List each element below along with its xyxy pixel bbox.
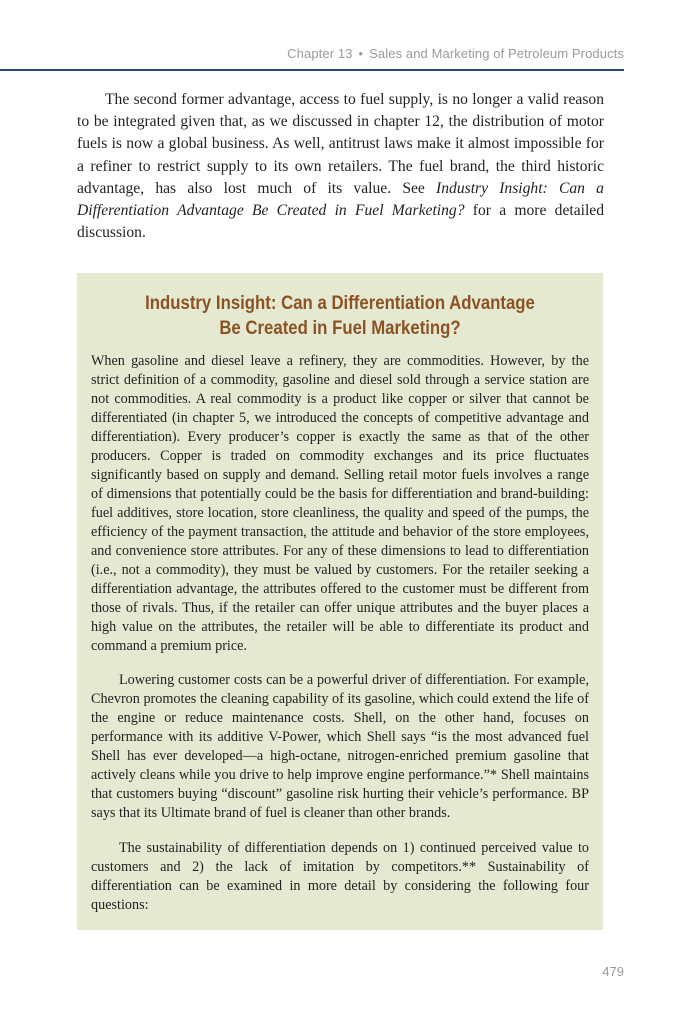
body-paragraph <box>77 89 604 244</box>
insight-paragraph-3: The sustainability of differentiation depends on 1) continued perceived value to customers and 2) the lack of imitation by competitors.** Sustainability of differentiation can be examined in more detail by considering the following four questions: <box>91 840 589 913</box>
chapter-title: Sales and Marketing of Petroleum Products <box>369 46 624 61</box>
header-separator: • <box>358 46 364 61</box>
insight-paragraph-2: Lowering customer costs can be a powerful driver of differentiation. For example, Chevron promotes the cleaning capability of its gasoline, which could extend the life of the engine or reduce maintenance costs. Shell, on the other hand, focuses on performance with its additive V-Power, which Shell says “is the most advanced fuel Shell has ever developed—a high-octane, nitrogen-enriched premium gasoline that actively cleans while you drive to help improve engine performance.”* Shell maintains that customers buying “discount” gasoline risk hurting their vehicle’s performance. BP says that its Ultimate brand of fuel is cleaner than other brands. <box>91 672 589 821</box>
insight-title-line2: Be Created in Fuel Marketing? <box>219 317 461 339</box>
header-rule <box>0 69 624 71</box>
insight-paragraph-1: When gasoline and diesel leave a refinery, they are commodities. However, by the strict definition of a commodity, gasoline and diesel sold through a service station are not commodities. A real commodity is a product like copper or silver that cannot be differentiated (in chapter 5, we introduced the concepts of competitive advantage and differentiation). Every producer’s copper is exactly the same as that of the other producers. Copper is traded on commodity exchanges and its price fluctuates significantly based on supply and demand. Selling retail motor fuels involves a range of dimensions that potentially could be the basis for differentiation and brand-building: fuel additives, store location, store cleanliness, the quality and speed of the pumps, the efficiency of the payment transaction, the attitude and behavior of the store employees, and convenience store attributes. For any of these dimensions to lead to differentiation (i.e., not a commodity), they must be valued by customers. For the retailer seeking a differentiation advantage, the attributes offered to the customer must be different from those of rivals. Thus, if the retailer can offer unique attributes and the buyer places a high value on the attributes, the retailer will be able to differentiate its product and command a premium price. <box>91 353 589 654</box>
insight-reference: Industry Insight: Can a Differentiation Advantage Be Created in Fuel Marketing? <box>77 179 604 220</box>
running-head <box>287 46 624 61</box>
insight-title-line1: Industry Insight: Can a Differentiation Advantage <box>145 292 535 314</box>
insight-title <box>114 291 566 341</box>
page-number: 479 <box>602 964 624 979</box>
body-text-end: for a more detailed discussion. <box>77 202 604 242</box>
industry-insight-box <box>77 273 603 930</box>
body-text-start: The second former advantage, access to fuel supply, is no longer a valid reason to be integrated given that, as we discussed in chapter 12, the distribution of motor fuels is now a global business. As well, antitrust laws make it almost impossible for a refiner to restrict supply to its own retailers. The fuel brand, the third historic advantage, has also lost much of its value. See <box>77 91 604 197</box>
chapter-label: Chapter 13 <box>287 46 353 61</box>
